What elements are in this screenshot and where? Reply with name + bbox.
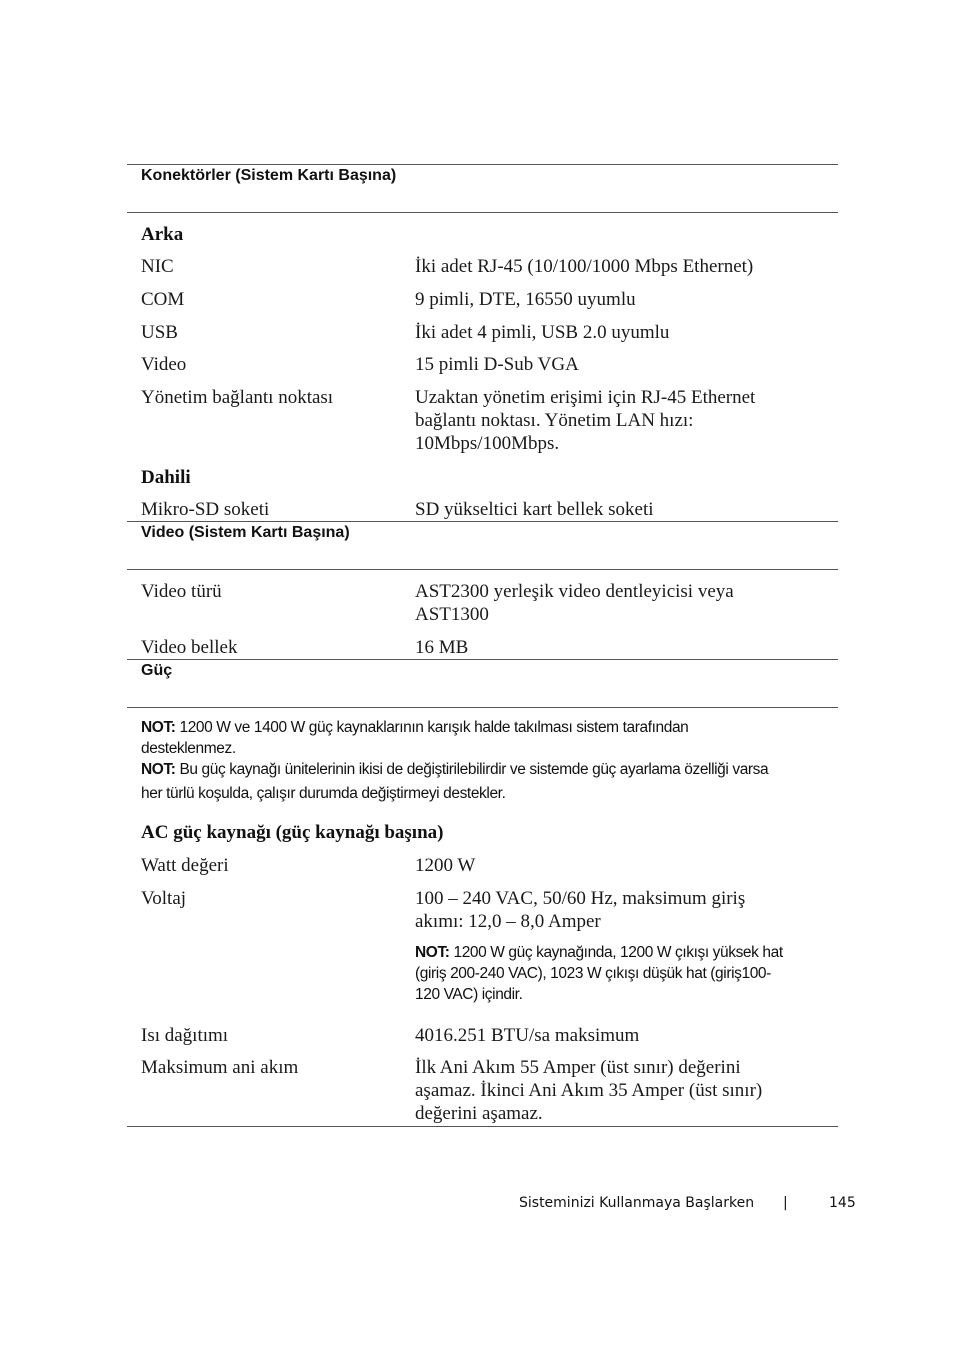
- table-rule: [127, 212, 838, 213]
- footer-separator: |: [783, 1195, 788, 1211]
- note-prefix: NOT:: [141, 761, 176, 778]
- note-hot-swap: [141, 759, 831, 804]
- row-label: Voltaj: [141, 888, 187, 909]
- row-label: Video bellek: [141, 637, 238, 658]
- row-value: 1200 W: [415, 855, 476, 876]
- row-label: Maksimum ani akım: [141, 1057, 299, 1078]
- value-line: Uzaktan yönetim erişimi için RJ-45 Ethernet: [415, 387, 756, 408]
- row-label: USB: [141, 322, 178, 343]
- row-label: COM: [141, 289, 185, 310]
- row-label: Video: [141, 354, 187, 375]
- subheading-ac-supply: AC güç kaynağı (güç kaynağı başına): [141, 822, 444, 843]
- row-value: 4016.251 BTU/sa maksimum: [415, 1025, 640, 1046]
- value-line: aşamaz. İkinci Ani Akım 35 Amper (üst sınır): [415, 1080, 763, 1101]
- row-label: Yönetim bağlantı noktası: [141, 387, 334, 408]
- section-title-video: Video (Sistem Kartı Başına): [141, 524, 350, 541]
- row-value: 16 MB: [415, 637, 469, 658]
- subheading-rear: Arka: [141, 224, 184, 245]
- value-line: değerini aşamaz.: [415, 1103, 543, 1124]
- row-label: Watt değeri: [141, 855, 229, 876]
- note-text: 120 VAC) içindir.: [415, 986, 523, 1003]
- section-title-connectors: Konektörler (Sistem Kartı Başına): [141, 167, 397, 184]
- value-line: bağlantı noktası. Yönetim LAN hızı:: [415, 410, 694, 431]
- value-line: AST2300 yerleşik video dentleyicisi veya: [415, 581, 734, 602]
- row-label: NIC: [141, 256, 174, 277]
- row-label: Isı dağıtımı: [141, 1025, 229, 1046]
- row-value: 9 pimli, DTE, 16550 uyumlu: [415, 289, 636, 310]
- section-title-power: Güç: [141, 662, 173, 679]
- subheading-internal: Dahili: [141, 467, 191, 488]
- row-value: İki adet 4 pimli, USB 2.0 uyumlu: [415, 322, 670, 343]
- note-text: desteklenmez.: [141, 740, 236, 757]
- value-line: 100 – 240 VAC, 50/60 Hz, maksimum giriş: [415, 888, 746, 909]
- value-line: akımı: 12,0 – 8,0 Amper: [415, 911, 601, 932]
- table-rule: [127, 569, 838, 570]
- table-rule: [127, 1126, 838, 1127]
- value-line: AST1300: [415, 604, 489, 625]
- row-value: [415, 386, 825, 455]
- row-value: [415, 580, 825, 626]
- note-text: 1200 W ve 1400 W güç kaynaklarının karışık halde takılması sistem tarafından: [175, 719, 689, 736]
- note-text: her türlü koşulda, çalışır durumda değiştirmeyi destekler.: [141, 785, 506, 802]
- table-rule: [127, 164, 838, 165]
- table-rule: [127, 659, 838, 660]
- note-mixed-psu: [141, 717, 831, 759]
- row-value: [415, 887, 825, 933]
- note-voltage: [415, 942, 825, 1005]
- row-value: 15 pimli D-Sub VGA: [415, 354, 579, 375]
- row-label: Mikro-SD soketi: [141, 499, 270, 520]
- note-text: 1200 W güç kaynağında, 1200 W çıkışı yüksek hat: [449, 944, 783, 961]
- note-text: (giriş 200-240 VAC), 1023 W çıkışı düşük hat (giriş100-: [415, 965, 771, 982]
- row-value: İki adet RJ-45 (10/100/1000 Mbps Ethernet): [415, 256, 754, 277]
- row-label: Video türü: [141, 581, 222, 602]
- page-number: 145: [829, 1195, 856, 1211]
- row-value: SD yükseltici kart bellek soketi: [415, 499, 654, 520]
- row-value: [415, 1056, 825, 1125]
- value-line: 10Mbps/100Mbps.: [415, 433, 560, 454]
- note-text: Bu güç kaynağı ünitelerinin ikisi de değiştirilebilirdir ve sistemde güç ayarlama özelliği varsa: [175, 761, 769, 778]
- table-rule: [127, 521, 838, 522]
- footer-section-title: Sisteminizi Kullanmaya Başlarken: [519, 1195, 755, 1211]
- note-prefix: NOT:: [141, 719, 176, 736]
- note-prefix: NOT:: [415, 944, 450, 961]
- value-line: İlk Ani Akım 55 Amper (üst sınır) değerini: [415, 1057, 741, 1078]
- table-rule: [127, 707, 838, 708]
